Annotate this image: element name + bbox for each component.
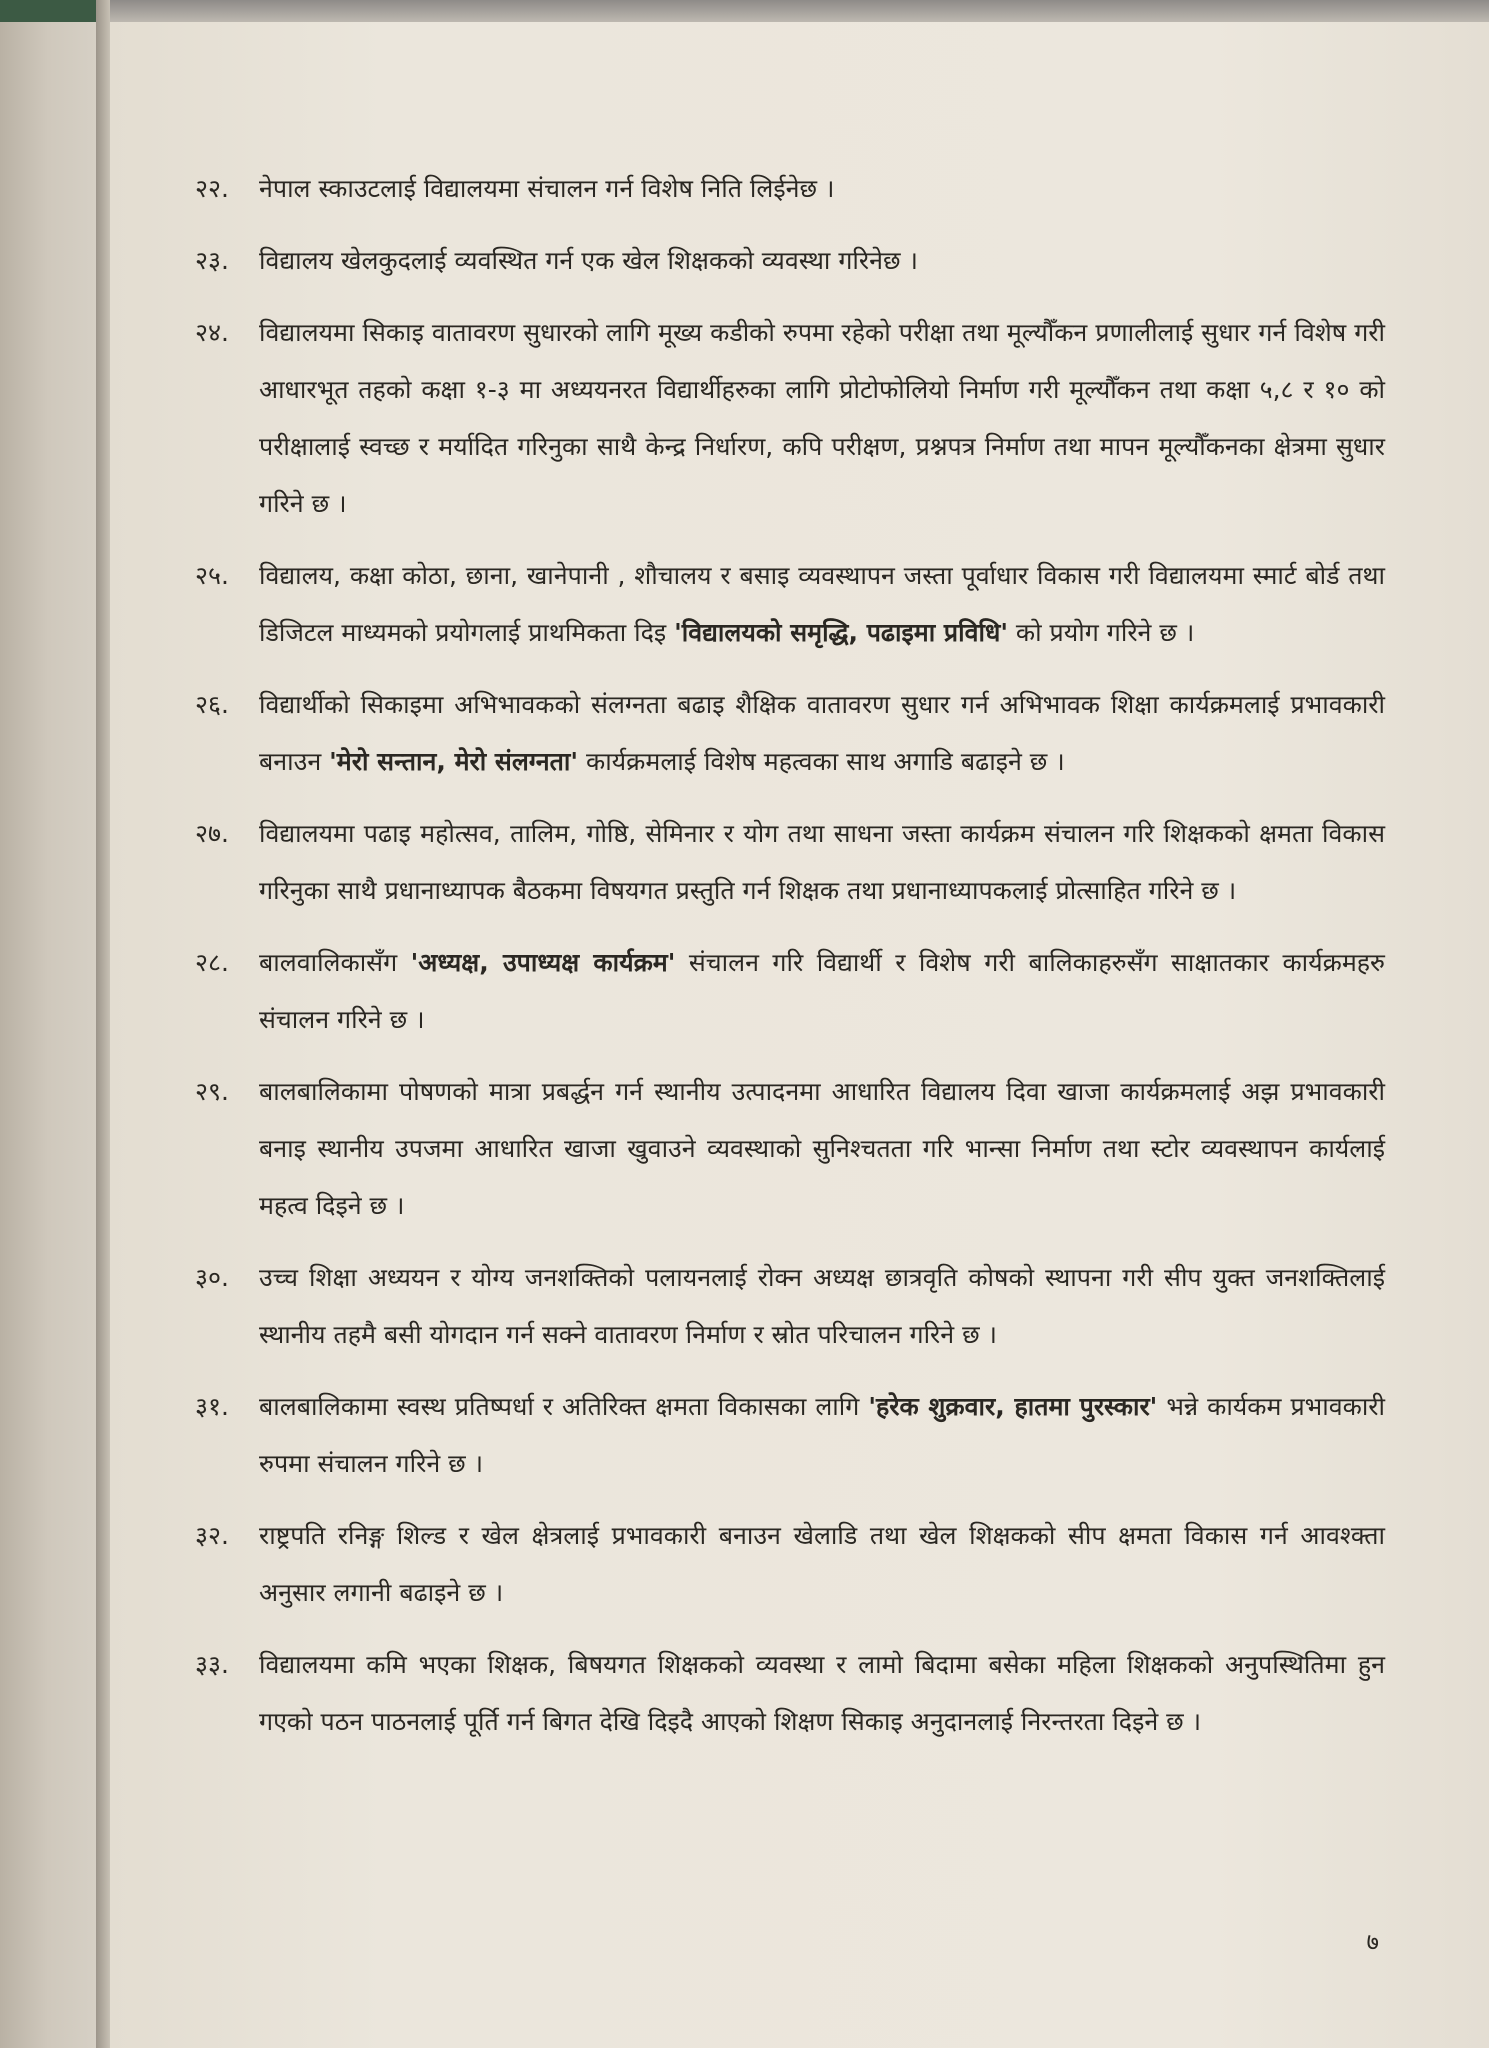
book-cover-edge [0,0,100,22]
item-number: २७. [195,819,229,848]
item-text: बालबालिकामा पोषणको मात्रा प्रबर्द्धन गर्न स्थानीय उत्पादनमा आधारित विद्यालय दिवा खाजा कार्यक्रमलाई अझ प्रभावकारी बनाइ स्थानीय उपजमा आधारित खाजा खुवाउने व्यवस्थाको सुनिश्चतता गरि भान्सा निर्माण तथा स्टोर व्यवस्थापन कार्यलाई महत्व दिइने छ । [259,1077,1385,1220]
list-item [195,1378,1385,1492]
highlighted-program-name: 'विद्यालयको समृद्धि, पढाइमा प्रविधि' [674,618,1008,647]
item-number: २६. [195,690,229,719]
policy-list [195,160,1385,1765]
list-item [195,934,1385,1048]
highlighted-program-name: 'अध्यक्ष, उपाध्यक्ष कार्यक्रम' [410,948,676,977]
list-item [195,304,1385,532]
list-item [195,160,1385,217]
page-number: ७ [1366,1928,1379,1956]
book-spine [0,0,96,2048]
item-number: २५. [195,561,229,590]
item-text: विद्यालय खेलकुदलाई व्यवस्थित गर्न एक खेल शिक्षकको व्यवस्था गरिनेछ । [259,246,918,275]
list-item [195,676,1385,790]
item-text: बालबालिकामा स्वस्थ प्रतिष्पर्धा र अतिरिक्त क्षमता विकासका लागि 'हरेक शुक्रवार, हातमा पुरस्कार' भन्ने कार्यकम प्रभावकारी रुपमा संचालन गरिने छ । [259,1392,1385,1478]
list-item [195,547,1385,661]
item-number: २८. [195,948,229,977]
list-item [195,805,1385,919]
item-text: विद्यालयमा सिकाइ वातावरण सुधारको लागि मूख्य कडीको रुपमा रहेको परीक्षा तथा मूल्यौँकन प्रणालीलाई सुधार गर्न विशेष गरी आधारभूत तहको कक्षा १-३ मा अध्ययनरत विद्यार्थीहरुका लागि प्रोटोफोलियो निर्माण गरी मूल्यौँकन तथा कक्षा ५,८ र १० को परीक्षालाई स्वच्छ र मर्यादित गरिनुका साथै केन्द्र निर्धारण, कपि परीक्षण, प्रश्नपत्र निर्माण तथा मापन मूल्यौँकनका क्षेत्रमा सुधार गरिने छ । [259,318,1385,518]
item-number: ३३. [195,1650,229,1679]
item-number: ३०. [195,1263,229,1292]
item-text: राष्ट्रपति रनिङ्ग शिल्ड र खेल क्षेत्रलाई प्रभावकारी बनाउन खेलाडि तथा खेल शिक्षकको सीप क्षमता विकास गर्न आवश्क्ता अनुसार लगानी बढाइने छ । [259,1521,1385,1607]
item-text: बालवालिकासँग 'अध्यक्ष, उपाध्यक्ष कार्यक्रम' संचालन गरि विद्यार्थी र विशेष गरी बालिकाहरुसँग साक्षातकार कार्यक्रमहरु संचालन गरिने छ । [259,948,1385,1034]
item-number: ३२. [195,1521,229,1550]
highlighted-program-name: 'हरेक शुक्रवार, हातमा पुरस्कार' [868,1392,1158,1421]
page-top-shadow [100,0,1489,22]
item-number: ३१. [195,1392,229,1421]
item-number: २४. [195,318,229,347]
item-text: विद्यार्थीको सिकाइमा अभिभावकको संलग्नता बढाइ शैक्षिक वातावरण सुधार गर्न अभिभावक शिक्षा कार्यक्रमलाई प्रभावकारी बनाउन 'मेरो सन्तान, मेरो संलग्नता' कार्यक्रमलाई विशेष महत्वका साथ अगाडि बढाइने छ । [259,690,1385,776]
list-item [195,1249,1385,1363]
list-item [195,232,1385,289]
item-text: नेपाल स्काउटलाई विद्यालयमा संचालन गर्न विशेष निति लिईनेछ । [259,174,835,203]
item-text: विद्यालय, कक्षा कोठा, छाना, खानेपानी , शौचालय र बसाइ व्यवस्थापन जस्ता पूर्वाधार विकास गरी विद्यालयमा स्मार्ट बोर्ड तथा डिजिटल माध्यमको प्रयोगलाई प्राथमिकता दिइ 'विद्यालयको समृद्धि, पढाइमा प्रविधि' को प्रयोग गरिने छ । [259,561,1385,647]
item-text: उच्च शिक्षा अध्ययन र योग्य जनशक्तिको पलायनलाई रोक्न अध्यक्ष छात्रवृति कोषको स्थापना गरी सीप युक्त जनशक्तिलाई स्थानीय तहमै बसी योगदान गर्न सक्ने वातावरण निर्माण र स्रोत परिचालन गरिने छ । [259,1263,1385,1349]
list-item [195,1063,1385,1234]
list-item [195,1507,1385,1621]
item-number: २२. [195,174,229,203]
item-number: २९. [195,1077,229,1106]
item-text: विद्यालयमा पढाइ महोत्सव, तालिम, गोष्ठि, सेमिनार र योग तथा साधना जस्ता कार्यक्रम संचालन गरि शिक्षकको क्षमता विकास गरिनुका साथै प्रधानाध्यापक बैठकमा विषयगत प्रस्तुति गर्न शिक्षक तथा प्रधानाध्यापकलाई प्रोत्साहित गरिने छ । [259,819,1385,905]
highlighted-program-name: 'मेरो सन्तान, मेरो संलग्नता' [329,747,579,776]
list-item [195,1636,1385,1750]
item-number: २३. [195,246,229,275]
item-text: विद्यालयमा कमि भएका शिक्षक, बिषयगत शिक्षकको व्यवस्था र लामो बिदामा बसेका महिला शिक्षकको अनुपस्थितिमा हुन गएको पठन पाठनलाई पूर्ति गर्न बिगत देखि दिइदै आएको शिक्षण सिकाइ अनुदानलाई निरन्तरता दिइने छ । [259,1650,1385,1736]
page-gutter [96,0,110,2048]
